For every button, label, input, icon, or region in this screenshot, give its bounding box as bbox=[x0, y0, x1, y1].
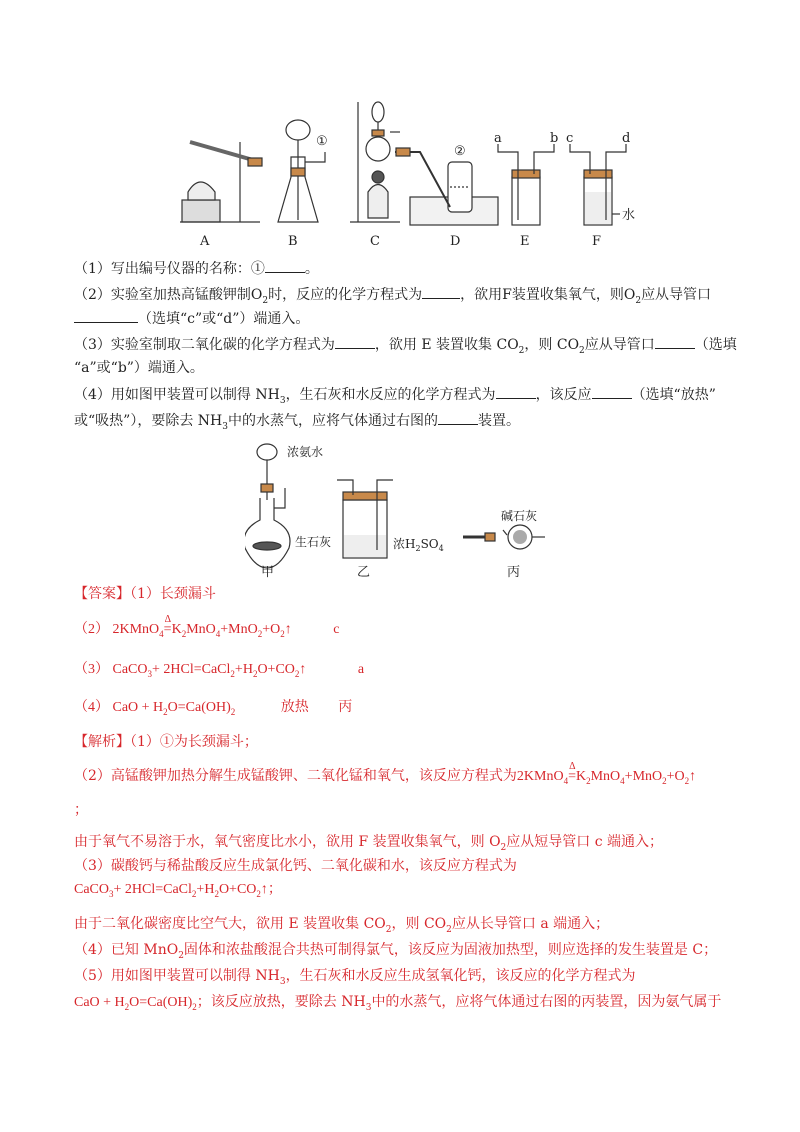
analysis-4: （3）碳酸钙与稀盐酸反应生成氯化钙、二氧化碳和水，该反应方程式为 bbox=[74, 858, 517, 874]
port-d: d bbox=[622, 131, 631, 146]
analysis-6: 由于二氧化碳密度比空气大，欲用 E 装置收集 $CO_2$，则 $CO_2$应从长导管口 a 端通入； bbox=[74, 916, 610, 935]
answer-3: （3） CaCO$_3$+ $2HCl=CaCl_2+H_2O+CO_2↑$ a bbox=[74, 662, 365, 679]
label-a: A bbox=[200, 234, 210, 249]
label-d: D bbox=[450, 234, 461, 249]
analysis-2: （2）高锰酸钾加热分解生成锰酸钾、二氧化锰和氧气，该反应方程式为2KMnO$_4$ Δ $=K_2MnO_4+MnO_2+O_2↑$ bbox=[74, 761, 697, 786]
answer-1: 【答案】（1）长颈漏斗 bbox=[74, 586, 216, 602]
analysis-2-end: ； bbox=[74, 802, 88, 818]
marker-2: ② bbox=[454, 144, 466, 159]
analysis-7: （4）已知 MnO$_2$固体和浓盐酸混合共热可制得氯气，该反应为固液加热型，则应选择的发生装置是 C； bbox=[74, 942, 718, 961]
label-yi: 乙 bbox=[357, 565, 371, 578]
analysis-5: CaCO$_3$+ $2HCl=CaCl_2+H_2O+CO_2↑$； bbox=[74, 882, 282, 899]
apparatus-figure-bottom bbox=[245, 440, 585, 578]
port-b: b bbox=[550, 131, 559, 146]
question-2: （2）实验室加热高锰酸钾制$O_2$时，反应的化学方程式为 ，欲用F装置收集氧气，则$O_2$应从导管口 bbox=[74, 284, 711, 311]
question-2-line2: （选填“c”或“d”）端通入。 bbox=[74, 308, 309, 329]
analysis-1: 【解析】（1）①为长颈漏斗； bbox=[74, 734, 258, 750]
question-4: （4）用如图甲装置可以制得 $NH_3$，生石灰和水反应的化学方程式为 ，该反应 （选填“放热” bbox=[74, 384, 716, 411]
label-f: F bbox=[592, 234, 602, 249]
label-bing: 丙 bbox=[507, 565, 521, 578]
answer-2: （2） 2KMnO$_4$ Δ $=K_2MnO_4+MnO_2+O_2↑$ c bbox=[74, 614, 340, 639]
port-c: c bbox=[566, 131, 574, 146]
label-ammonia: 浓氨水 bbox=[287, 445, 324, 459]
port-a: a bbox=[494, 131, 502, 146]
label-water: 水 bbox=[622, 208, 636, 223]
label-jia: 甲 bbox=[261, 565, 275, 578]
analysis-9: CaO + $H_2O=Ca(OH)_2$；该反应放热，要除去 $NH_3$中的水蒸气，应将气体通过右图的丙装置，因为氨气属于 bbox=[74, 994, 722, 1013]
label-acid: 浓$H_2SO_4$ bbox=[393, 537, 444, 553]
question-3: （3）实验室制取二氧化碳的化学方程式为 ，欲用 E 装置收集 $CO_2$，则 $CO_2$应从导管口 （选填 bbox=[74, 334, 737, 361]
analysis-3: 由于氧气不易溶于水，氧气密度比水小，欲用 F 装置收集氧气，则 $O_2$应从短导管口 c 端通入； bbox=[74, 834, 664, 853]
marker-1: ① bbox=[316, 134, 328, 149]
answer-4: （4） CaO + $H_2O=Ca(OH)_2$ 放热 丙 bbox=[74, 700, 353, 717]
label-c: C bbox=[370, 234, 380, 249]
label-b: B bbox=[288, 234, 298, 249]
apparatus-figure-top bbox=[160, 92, 660, 254]
analysis-8: （5）用如图甲装置可以制得 $NH_3$，生石灰和水反应生成氢氧化钙，该反应的化学方程式为 bbox=[74, 968, 636, 987]
apparatus-a-block bbox=[182, 200, 220, 222]
label-sodalime: 碱石灰 bbox=[501, 509, 538, 523]
question-1: （1）写出编号仪器的名称：① 。 bbox=[74, 258, 319, 279]
label-quicklime: 生石灰 bbox=[295, 535, 332, 549]
question-3-line2: “a”或“b”）端通入。 bbox=[74, 360, 204, 376]
question-4-line2: 或“吸热”），要除去 $NH_3$中的水蒸气，应将气体通过右图的 装置。 bbox=[74, 410, 520, 437]
label-e: E bbox=[520, 234, 530, 249]
